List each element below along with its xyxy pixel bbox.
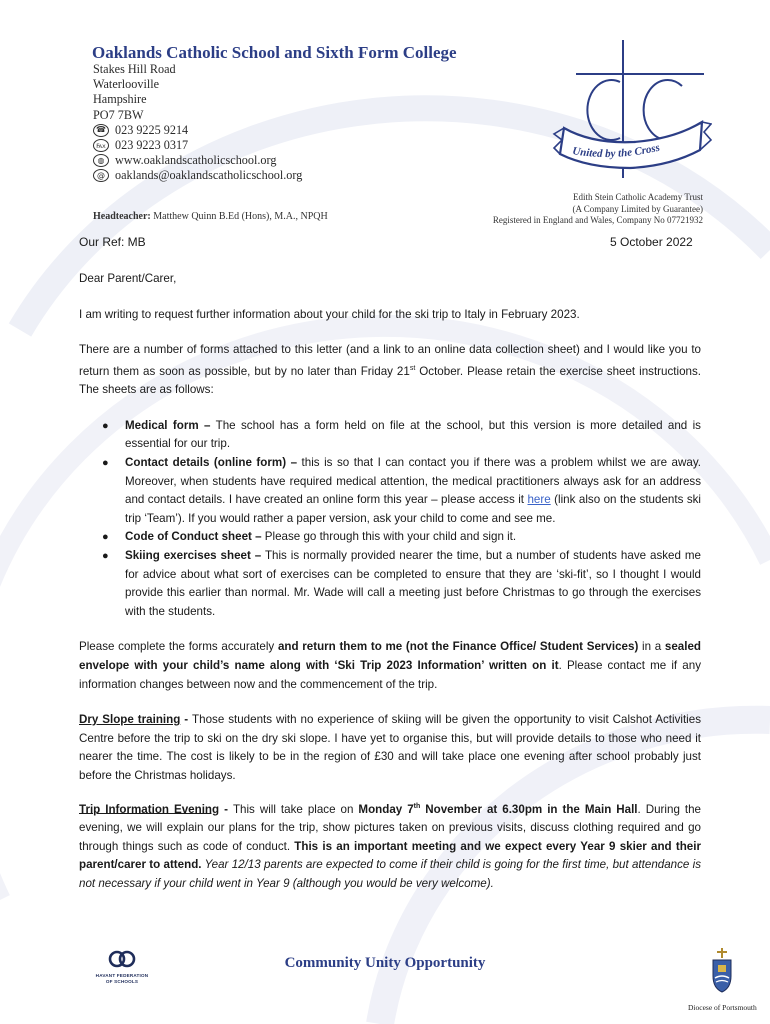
reference: Our Ref: MB bbox=[79, 235, 146, 249]
dash: - bbox=[219, 802, 233, 816]
info-evening-heading: Trip Information Evening bbox=[79, 802, 220, 816]
fax-number: 023 9223 0317 bbox=[115, 137, 189, 152]
ordinal-suffix: st bbox=[409, 364, 416, 372]
bold-span: This is an important meeting and we expect every Year 9 skier and their parent/carer to attend. bbox=[79, 839, 701, 872]
website-line bbox=[93, 153, 302, 168]
text-span: Please complete the forms accurately bbox=[79, 640, 278, 654]
phone-number: 023 9225 9214 bbox=[115, 122, 189, 137]
logo-banner: United by the Cross bbox=[571, 141, 661, 160]
footer-motto: Community Unity Opportunity bbox=[284, 955, 486, 971]
fax-icon: ℻ bbox=[93, 139, 109, 152]
text-span: . Please contact me if any information changes between now and the commencement of the trip. bbox=[79, 658, 701, 691]
phone-icon: ☎ bbox=[93, 124, 109, 137]
address-line: Stakes Hill Road bbox=[93, 62, 176, 76]
letter-body bbox=[79, 270, 701, 910]
bold-span: Monday 7 bbox=[358, 802, 414, 816]
text-span: . During the evening, we will explain our plans for the trip, show pictures taken on previous visits, discuss clothing required and go through things such as code of conduct. bbox=[79, 802, 701, 853]
item-title: Medical form – bbox=[125, 418, 211, 432]
item-text: this is so that I can contact you if there was a problem whilst we are away. Moreover, when students have required medical attention, the medical practitioners always ask for an address and contact details. I have created an online form this year – please access it bbox=[125, 456, 701, 507]
text-span: October. Please retain the exercise sheet instructions. The sheets are as follows: bbox=[79, 364, 701, 397]
address-line: Hampshire bbox=[93, 92, 147, 107]
address-line: Waterlooville bbox=[93, 77, 160, 92]
headteacher-label: Headteacher: bbox=[93, 211, 151, 222]
trust-info bbox=[493, 192, 703, 227]
fax-line bbox=[93, 138, 302, 153]
info-evening-paragraph bbox=[79, 798, 701, 894]
address-line: PO7 7BW bbox=[93, 107, 144, 122]
item-title: Contact details (online form) – bbox=[125, 456, 298, 470]
globe-icon: ◍ bbox=[93, 154, 109, 167]
online-form-link[interactable]: here bbox=[527, 493, 551, 507]
bullet-icon: ● bbox=[102, 531, 109, 544]
oc-cross-logo bbox=[552, 36, 712, 186]
bold-span: and return them to me (not the Finance Office/ Student Services) bbox=[277, 640, 639, 654]
text-span: There are a number of forms attached to this letter (and a link to an online data collection sheet) and I would like you to return them as soon as possible, but by no later than Friday 21 bbox=[79, 343, 701, 378]
email-line bbox=[93, 168, 302, 183]
school-address bbox=[93, 62, 302, 184]
list-item bbox=[102, 547, 701, 621]
list-item bbox=[102, 454, 701, 528]
paragraph: I am writing to request further information about your child for the ski trip to Italy in February 2023. bbox=[79, 307, 580, 321]
list-item bbox=[102, 417, 701, 454]
trust-line: (A Company Limited by Guarantee) bbox=[572, 203, 703, 214]
bullet-icon: ● bbox=[102, 457, 109, 470]
havant-line: OF SCHOOLS bbox=[105, 978, 139, 984]
phone-line bbox=[93, 123, 302, 138]
dry-slope-heading: Dry Slope training bbox=[79, 713, 181, 727]
bold-span: November at 6.30pm in the Main Hall bbox=[420, 802, 638, 816]
school-name: Oaklands Catholic School and Sixth Form College bbox=[92, 43, 457, 62]
email-link[interactable]: oaklands@oaklandscatholicschool.org bbox=[115, 168, 303, 183]
bullet-icon: ● bbox=[102, 549, 109, 562]
text-span: Those students with no experience of skiing will be given the opportunity to visit Calshot Activities Centre before the trip to ski on the dry ski slope. I have yet to organise this, but will provide details to those who need it nearer the time. The cost is likely to be in the region of £30 and will take place one evening after school probably just before the Christmas holidays. bbox=[79, 713, 701, 782]
diocese-crest-icon bbox=[707, 948, 737, 994]
list-item bbox=[102, 528, 701, 547]
headteacher-name: Matthew Quinn B.Ed (Hons), M.A., NPQH bbox=[153, 211, 328, 222]
forms-list bbox=[79, 417, 701, 622]
headteacher-line bbox=[93, 211, 328, 222]
ordinal-suffix: th bbox=[413, 802, 421, 810]
paragraph bbox=[79, 341, 701, 400]
paragraph bbox=[79, 638, 701, 694]
diocese-logo bbox=[688, 948, 757, 1012]
item-text: (link also on the students ski trip ‘Team’). If you would rather a paper version, ask your child to come and see me. bbox=[125, 493, 701, 525]
diocese-name: Diocese of Portsmouth bbox=[688, 1003, 757, 1012]
salutation: Dear Parent/Carer, bbox=[79, 272, 177, 285]
havant-line: HAVANT FEDERATION bbox=[95, 973, 149, 978]
letter-date: 5 October 2022 bbox=[610, 235, 693, 249]
item-text: This is normally provided nearer the time, but a number of students have asked me for advice about what sort of exercises can be completed to ensure that they are ‘ski-fit’, so I thought I would provide this earlier than normal. Mr. Wade will call a meeting just before Christmas to go through the exercises with the students. bbox=[125, 548, 701, 618]
trust-line: Edith Stein Catholic Academy Trust bbox=[573, 192, 703, 202]
website-link[interactable]: www.oaklandscatholicschool.org bbox=[115, 153, 277, 168]
at-icon: @ bbox=[93, 169, 109, 182]
trust-line: Registered in England and Wales, Company No 07721932 bbox=[492, 215, 703, 225]
text-span: in a bbox=[638, 640, 665, 654]
bold-span: sealed envelope with your child’s name along with ‘Ski Trip 2023 Information’ written on it bbox=[79, 640, 701, 672]
italic-span: Year 12/13 parents are expected to come if their child is going for the first time, but attendance is not necessary if your child went in Year 9 (although you would be very welcome). bbox=[79, 858, 701, 890]
item-text: The school has a form held on file at the school, but this version is more detailed and is essential for our trip. bbox=[125, 418, 701, 451]
item-title: Code of Conduct sheet – bbox=[125, 530, 262, 544]
bullet-icon: ● bbox=[102, 419, 109, 432]
text-span: This will take place on bbox=[232, 802, 359, 816]
item-title: Skiing exercises sheet – bbox=[125, 548, 262, 562]
dash: - bbox=[180, 713, 193, 727]
dry-slope-paragraph bbox=[79, 711, 701, 785]
item-text: Please go through this with your child and sign it. bbox=[261, 530, 517, 544]
